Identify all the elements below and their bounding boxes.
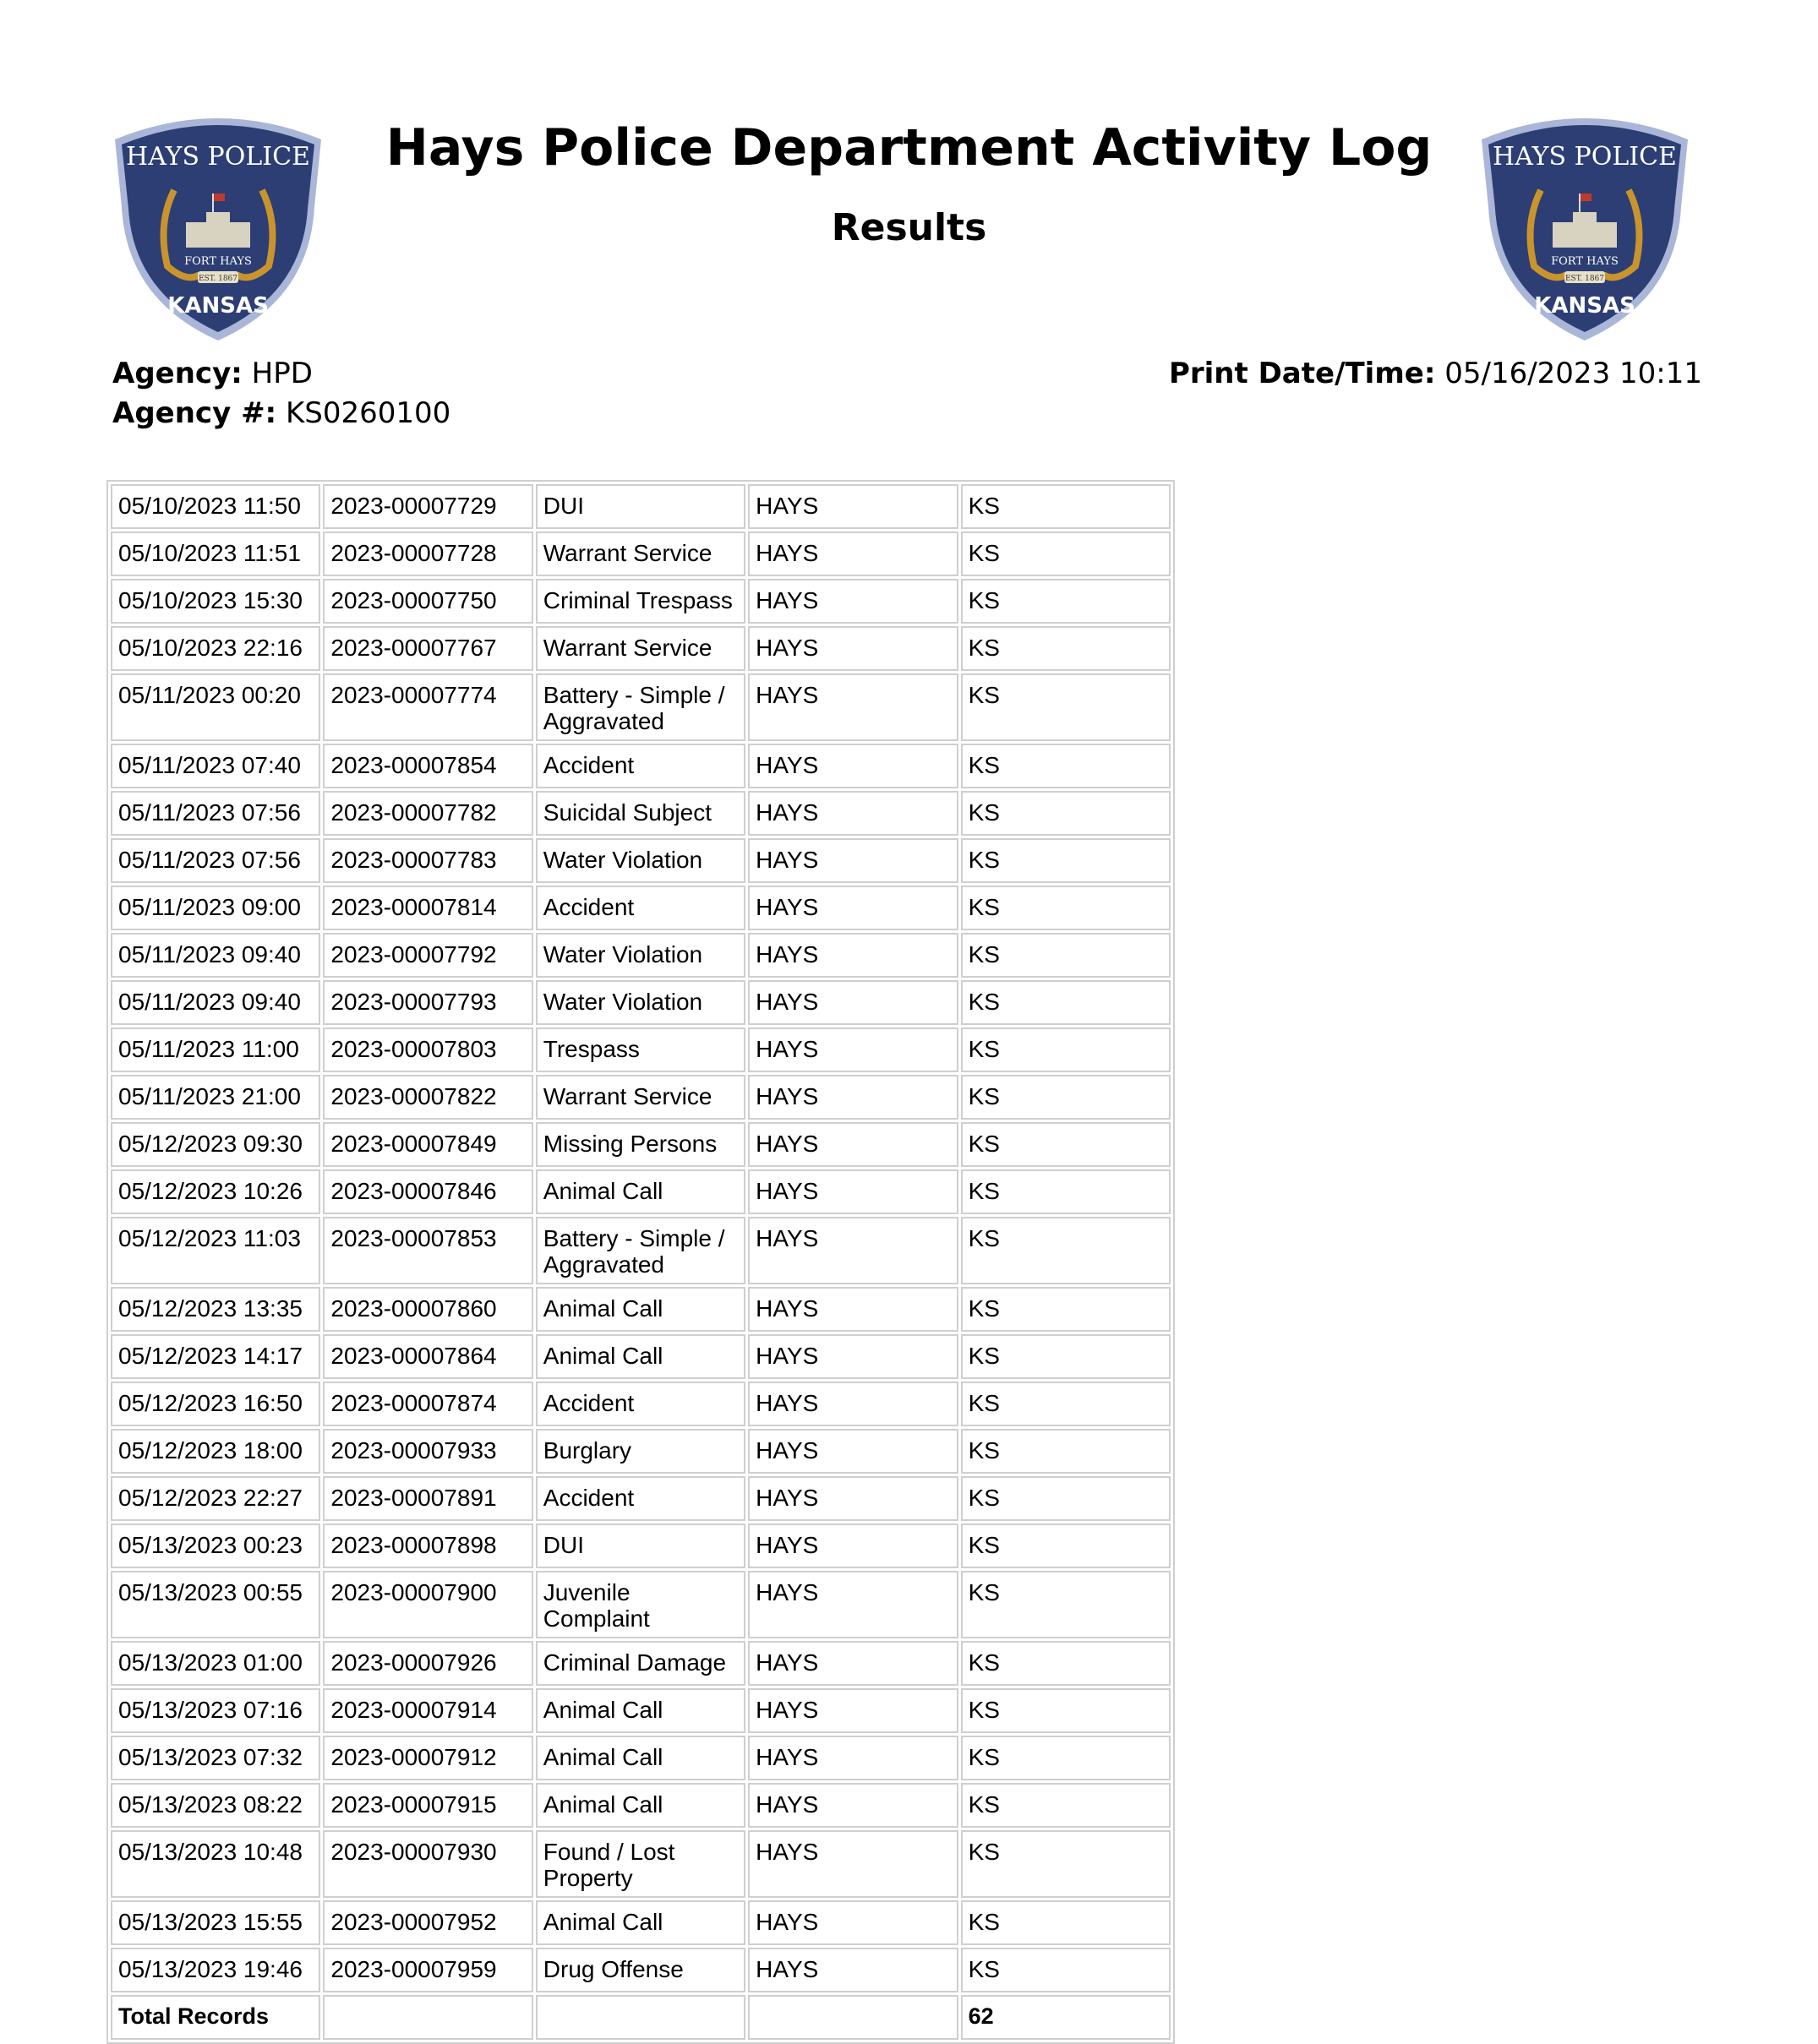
- page-subtitle: Results: [831, 206, 987, 249]
- agency-number-line: [112, 396, 450, 430]
- state-cell: KS: [961, 1382, 1171, 1426]
- city-cell: HAYS: [748, 838, 958, 883]
- table-row: [111, 1429, 1171, 1474]
- case-number-cell: 2023-00007792: [323, 933, 532, 978]
- badge-bottom-text: KANSAS: [1534, 293, 1635, 319]
- state-cell: KS: [961, 1571, 1171, 1638]
- case-number-cell: 2023-00007860: [323, 1287, 532, 1332]
- agency-line: [112, 357, 313, 390]
- state-cell: KS: [961, 838, 1171, 883]
- table-row: [111, 791, 1171, 836]
- datetime-cell: 05/13/2023 00:55: [111, 1571, 320, 1638]
- case-number-cell: 2023-00007915: [323, 1783, 532, 1828]
- datetime-cell: 05/11/2023 09:40: [111, 980, 320, 1025]
- state-cell: KS: [961, 1830, 1171, 1898]
- city-cell: HAYS: [748, 1169, 958, 1214]
- datetime-cell: 05/13/2023 00:23: [111, 1523, 320, 1568]
- offense-cell: Water Violation: [536, 838, 745, 883]
- datetime-cell: 05/13/2023 15:55: [111, 1900, 320, 1945]
- offense-cell: Juvenile Complaint: [536, 1571, 745, 1638]
- case-number-cell: 2023-00007930: [323, 1830, 532, 1898]
- offense-cell: Found / Lost Property: [536, 1830, 745, 1898]
- case-number-cell: 2023-00007774: [323, 673, 532, 741]
- table-row: [111, 1476, 1171, 1521]
- badge-est-text: EST. 1867: [1564, 275, 1605, 283]
- city-cell: HAYS: [748, 980, 958, 1025]
- page-title: Hays Police Department Activity Log: [385, 118, 1433, 177]
- state-cell: KS: [961, 1688, 1171, 1733]
- datetime-cell: 05/11/2023 00:20: [111, 673, 320, 741]
- state-cell: KS: [961, 1287, 1171, 1332]
- offense-cell: Drug Offense: [536, 1948, 745, 1992]
- print-datetime-label: Print Date/Time:: [1168, 357, 1436, 390]
- state-cell: KS: [961, 531, 1171, 576]
- offense-cell: Warrant Service: [536, 1075, 745, 1120]
- datetime-cell: 05/12/2023 11:03: [111, 1217, 320, 1284]
- datetime-cell: 05/13/2023 19:46: [111, 1948, 320, 1992]
- offense-cell: Battery - Simple / Aggravated: [536, 673, 745, 741]
- city-cell: HAYS: [748, 1287, 958, 1332]
- city-cell: HAYS: [748, 1641, 958, 1686]
- datetime-cell: 05/12/2023 16:50: [111, 1382, 320, 1426]
- offense-cell: Burglary: [536, 1429, 745, 1474]
- case-number-cell: 2023-00007814: [323, 886, 532, 930]
- offense-cell: Accident: [536, 1476, 745, 1521]
- state-cell: KS: [961, 980, 1171, 1025]
- case-number-cell: 2023-00007926: [323, 1641, 532, 1686]
- case-number-cell: 2023-00007959: [323, 1948, 532, 1992]
- case-number-cell: 2023-00007874: [323, 1382, 532, 1426]
- city-cell: HAYS: [748, 1688, 958, 1733]
- table-row: [111, 933, 1171, 978]
- case-number-cell: 2023-00007767: [323, 626, 532, 671]
- table-row: [111, 531, 1171, 576]
- case-number-cell: 2023-00007912: [323, 1736, 532, 1780]
- offense-cell: Criminal Trespass: [536, 579, 745, 624]
- table-row: [111, 1948, 1171, 1992]
- state-cell: KS: [961, 1641, 1171, 1686]
- total-row: [111, 1995, 1171, 2040]
- city-cell: HAYS: [748, 1783, 958, 1828]
- table-row: [111, 1075, 1171, 1120]
- state-cell: KS: [961, 1900, 1171, 1945]
- city-cell: HAYS: [748, 1027, 958, 1072]
- city-cell: HAYS: [748, 933, 958, 978]
- city-cell: HAYS: [748, 886, 958, 930]
- datetime-cell: 05/11/2023 07:56: [111, 791, 320, 836]
- offense-cell: Animal Call: [536, 1783, 745, 1828]
- agency-value: HPD: [251, 357, 313, 390]
- table-row: [111, 980, 1171, 1025]
- case-number-cell: 2023-00007914: [323, 1688, 532, 1733]
- badge-top-text: HAYS POLICE: [126, 142, 310, 172]
- case-number-cell: 2023-00007803: [323, 1027, 532, 1072]
- state-cell: KS: [961, 1736, 1171, 1780]
- state-cell: KS: [961, 933, 1171, 978]
- case-number-cell: 2023-00007933: [323, 1429, 532, 1474]
- agency-number-label: Agency #:: [112, 396, 277, 430]
- offense-cell: DUI: [536, 484, 745, 529]
- table-row: [111, 673, 1171, 741]
- offense-cell: Animal Call: [536, 1169, 745, 1214]
- offense-cell: Battery - Simple / Aggravated: [536, 1217, 745, 1284]
- table-row: [111, 484, 1171, 529]
- offense-cell: Warrant Service: [536, 531, 745, 576]
- datetime-cell: 05/10/2023 11:50: [111, 484, 320, 529]
- offense-cell: Water Violation: [536, 980, 745, 1025]
- datetime-cell: 05/13/2023 08:22: [111, 1783, 320, 1828]
- datetime-cell: 05/13/2023 07:32: [111, 1736, 320, 1780]
- state-cell: KS: [961, 1169, 1171, 1214]
- case-number-cell: 2023-00007793: [323, 980, 532, 1025]
- table-row: [111, 1122, 1171, 1167]
- empty-cell: [748, 1995, 958, 2040]
- agency-label: Agency:: [112, 357, 243, 390]
- agency-number-value: KS0260100: [285, 396, 451, 430]
- offense-cell: Accident: [536, 744, 745, 788]
- state-cell: KS: [961, 1429, 1171, 1474]
- datetime-cell: 05/12/2023 10:26: [111, 1169, 320, 1214]
- city-cell: HAYS: [748, 1571, 958, 1638]
- case-number-cell: 2023-00007783: [323, 838, 532, 883]
- case-number-cell: 2023-00007729: [323, 484, 532, 529]
- city-cell: HAYS: [748, 1217, 958, 1284]
- offense-cell: Criminal Damage: [536, 1641, 745, 1686]
- datetime-cell: 05/13/2023 01:00: [111, 1641, 320, 1686]
- badge-bottom-text: KANSAS: [167, 293, 269, 319]
- city-cell: HAYS: [748, 673, 958, 741]
- table-row: [111, 579, 1171, 624]
- city-cell: HAYS: [748, 626, 958, 671]
- city-cell: HAYS: [748, 744, 958, 788]
- city-cell: HAYS: [748, 1948, 958, 1992]
- datetime-cell: 05/11/2023 09:40: [111, 933, 320, 978]
- datetime-cell: 05/11/2023 07:56: [111, 838, 320, 883]
- city-cell: HAYS: [748, 579, 958, 624]
- offense-cell: Trespass: [536, 1027, 745, 1072]
- empty-cell: [323, 1995, 532, 2040]
- offense-cell: Suicidal Subject: [536, 791, 745, 836]
- state-cell: KS: [961, 1523, 1171, 1568]
- print-datetime-line: [1169, 357, 1702, 390]
- datetime-cell: 05/13/2023 10:48: [111, 1830, 320, 1898]
- table-row: [111, 1334, 1171, 1379]
- city-cell: HAYS: [748, 1334, 958, 1379]
- offense-cell: Animal Call: [536, 1287, 745, 1332]
- table-row: [111, 1641, 1171, 1686]
- city-cell: HAYS: [748, 1736, 958, 1780]
- datetime-cell: 05/10/2023 15:30: [111, 579, 320, 624]
- print-datetime-value: 05/16/2023 10:11: [1444, 357, 1702, 390]
- badge-middle-text: FORT HAYS: [184, 255, 252, 268]
- table-row: [111, 1736, 1171, 1780]
- city-cell: HAYS: [748, 1382, 958, 1426]
- table-row: [111, 1783, 1171, 1828]
- state-cell: KS: [961, 1217, 1171, 1284]
- city-cell: HAYS: [748, 1429, 958, 1474]
- offense-cell: DUI: [536, 1523, 745, 1568]
- datetime-cell: 05/13/2023 07:16: [111, 1688, 320, 1733]
- table-row: [111, 744, 1171, 788]
- city-cell: HAYS: [748, 531, 958, 576]
- state-cell: KS: [961, 791, 1171, 836]
- case-number-cell: 2023-00007750: [323, 579, 532, 624]
- datetime-cell: 05/12/2023 14:17: [111, 1334, 320, 1379]
- offense-cell: Animal Call: [536, 1736, 745, 1780]
- city-cell: HAYS: [748, 1075, 958, 1120]
- offense-cell: Water Violation: [536, 933, 745, 978]
- datetime-cell: 05/12/2023 13:35: [111, 1287, 320, 1332]
- state-cell: KS: [961, 1075, 1171, 1120]
- datetime-cell: 05/11/2023 07:40: [111, 744, 320, 788]
- state-cell: KS: [961, 626, 1171, 671]
- state-cell: KS: [961, 1948, 1171, 1992]
- state-cell: KS: [961, 1334, 1171, 1379]
- datetime-cell: 05/10/2023 11:51: [111, 531, 320, 576]
- badge-top-text: HAYS POLICE: [1493, 142, 1677, 172]
- table-row: [111, 1287, 1171, 1332]
- activity-log-table: [106, 480, 1175, 2044]
- city-cell: HAYS: [748, 1476, 958, 1521]
- state-cell: KS: [961, 579, 1171, 624]
- case-number-cell: 2023-00007782: [323, 791, 532, 836]
- total-records-label: Total Records: [111, 1995, 320, 2040]
- case-number-cell: 2023-00007898: [323, 1523, 532, 1568]
- table-row: [111, 1169, 1171, 1214]
- city-cell: HAYS: [748, 484, 958, 529]
- city-cell: HAYS: [748, 791, 958, 836]
- case-number-cell: 2023-00007952: [323, 1900, 532, 1945]
- case-number-cell: 2023-00007891: [323, 1476, 532, 1521]
- table-row: [111, 1900, 1171, 1945]
- table-row: [111, 1027, 1171, 1072]
- case-number-cell: 2023-00007846: [323, 1169, 532, 1214]
- datetime-cell: 05/12/2023 09:30: [111, 1122, 320, 1167]
- state-cell: KS: [961, 1027, 1171, 1072]
- case-number-cell: 2023-00007822: [323, 1075, 532, 1120]
- total-records-value: 62: [961, 1995, 1171, 2040]
- table-row: [111, 1830, 1171, 1898]
- table-row: [111, 1382, 1171, 1426]
- case-number-cell: 2023-00007854: [323, 744, 532, 788]
- offense-cell: Animal Call: [536, 1900, 745, 1945]
- badge-middle-text: FORT HAYS: [1551, 255, 1619, 268]
- state-cell: KS: [961, 484, 1171, 529]
- badge-est-text: EST. 1867: [198, 275, 238, 283]
- state-cell: KS: [961, 1476, 1171, 1521]
- state-cell: KS: [961, 673, 1171, 741]
- case-number-cell: 2023-00007849: [323, 1122, 532, 1167]
- city-cell: HAYS: [748, 1900, 958, 1945]
- case-number-cell: 2023-00007900: [323, 1571, 532, 1638]
- city-cell: HAYS: [748, 1523, 958, 1568]
- offense-cell: Animal Call: [536, 1334, 745, 1379]
- state-cell: KS: [961, 1122, 1171, 1167]
- table-row: [111, 1217, 1171, 1284]
- datetime-cell: 05/10/2023 22:16: [111, 626, 320, 671]
- table-row: [111, 1571, 1171, 1638]
- offense-cell: Accident: [536, 1382, 745, 1426]
- table-row: [111, 838, 1171, 883]
- case-number-cell: 2023-00007853: [323, 1217, 532, 1284]
- table-row: [111, 626, 1171, 671]
- table-row: [111, 1688, 1171, 1733]
- state-cell: KS: [961, 744, 1171, 788]
- datetime-cell: 05/11/2023 21:00: [111, 1075, 320, 1120]
- offense-cell: Animal Call: [536, 1688, 745, 1733]
- empty-cell: [536, 1995, 745, 2040]
- state-cell: KS: [961, 1783, 1171, 1828]
- datetime-cell: 05/12/2023 18:00: [111, 1429, 320, 1474]
- offense-cell: Missing Persons: [536, 1122, 745, 1167]
- table-row: [111, 1523, 1171, 1568]
- state-cell: KS: [961, 886, 1171, 930]
- case-number-cell: 2023-00007728: [323, 531, 532, 576]
- offense-cell: Accident: [536, 886, 745, 930]
- city-cell: HAYS: [748, 1122, 958, 1167]
- table-row: [111, 886, 1171, 930]
- datetime-cell: 05/11/2023 09:00: [111, 886, 320, 930]
- datetime-cell: 05/11/2023 11:00: [111, 1027, 320, 1072]
- offense-cell: Warrant Service: [536, 626, 745, 671]
- datetime-cell: 05/12/2023 22:27: [111, 1476, 320, 1521]
- case-number-cell: 2023-00007864: [323, 1334, 532, 1379]
- city-cell: HAYS: [748, 1830, 958, 1898]
